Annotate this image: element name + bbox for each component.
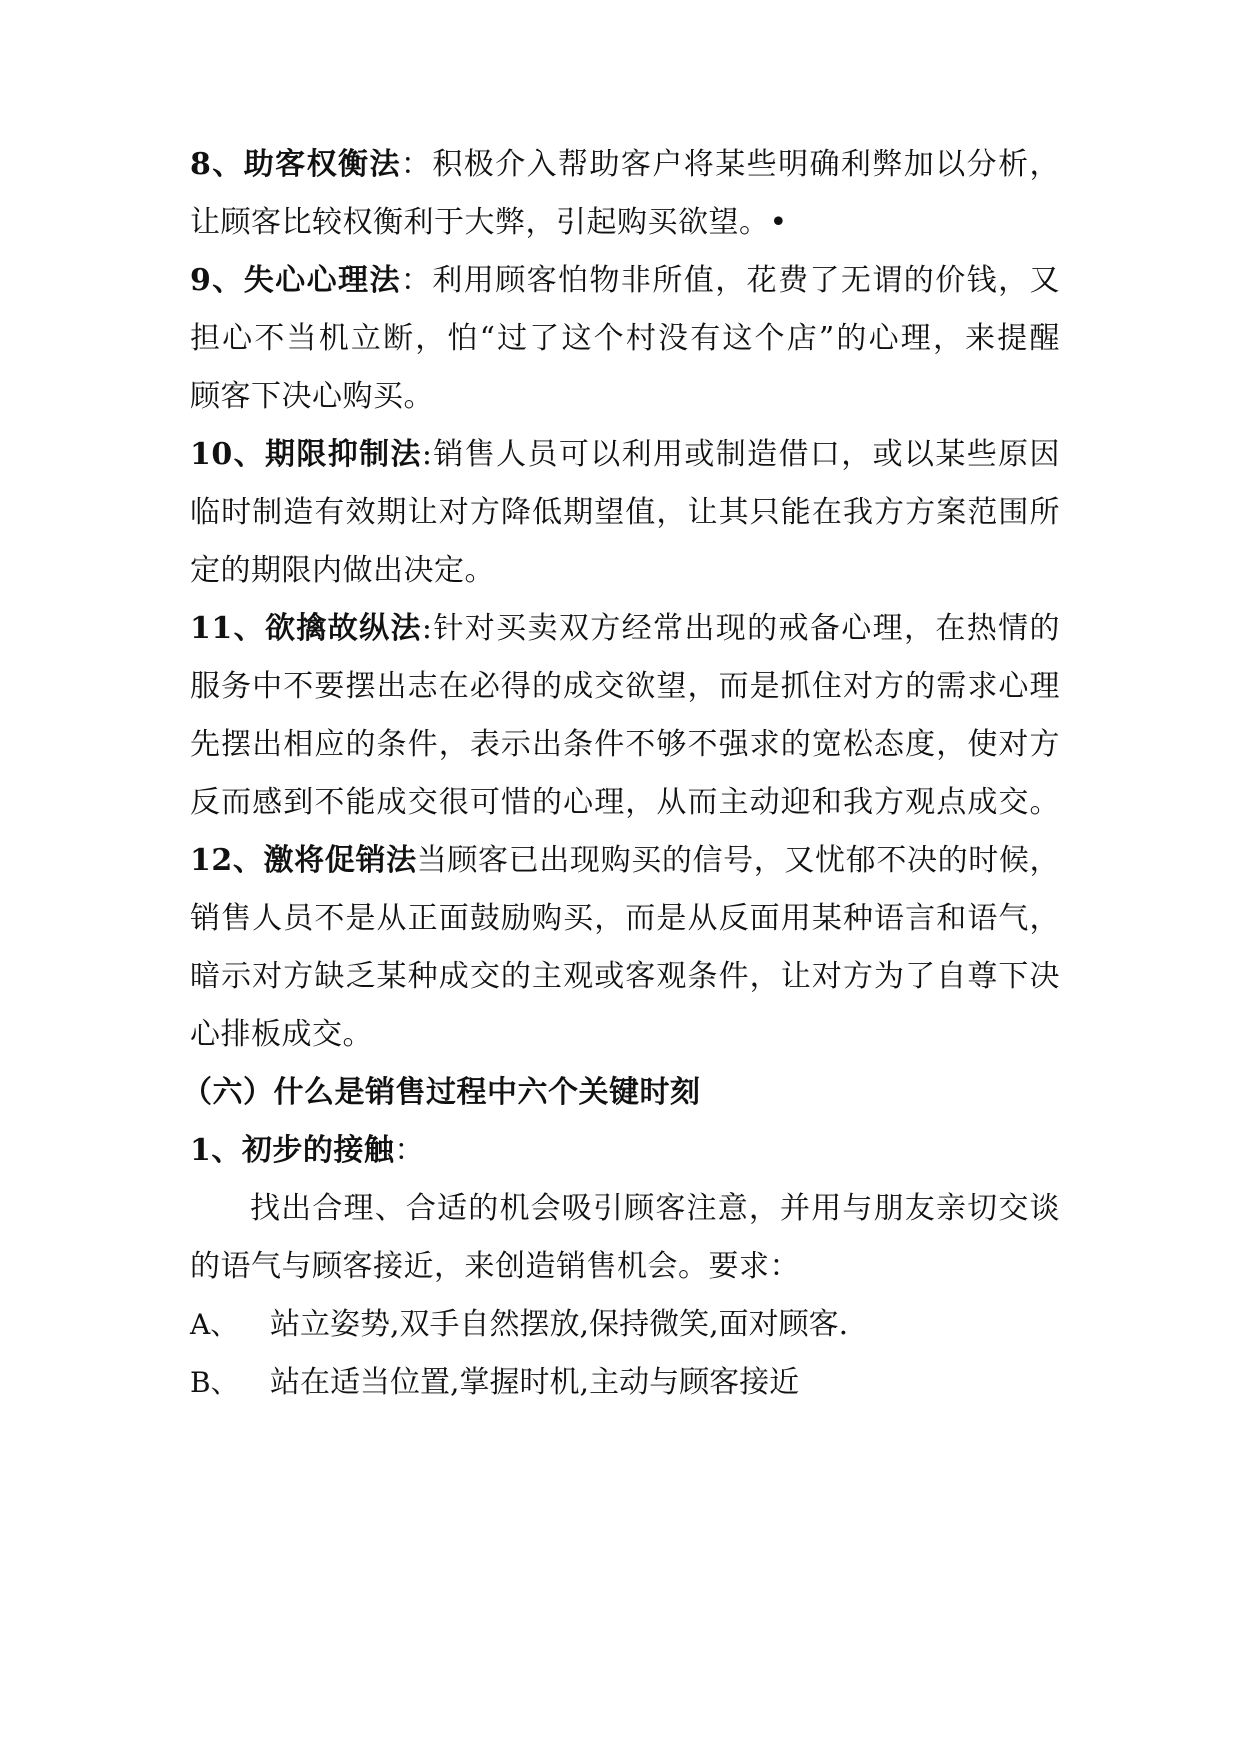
item-10-line-3: 定的期限内做出决定。	[190, 553, 495, 588]
item-8-text-1: 积极介入帮助客户将某些明确利弊加以分析，	[432, 147, 1061, 182]
item-12-line-3: 暗示对方缺乏某种成交的主观或客观条件，让对方为了自尊下决	[190, 959, 1060, 994]
list-item-a-text: 站立姿势,双手自然摆放,保持微笑,面对顾客.	[270, 1307, 849, 1342]
item-12-title: 12、激将促销法	[190, 843, 417, 878]
item-9-sep: ：	[400, 263, 433, 298]
item-11-line-3: 先摆出相应的条件，表示出条件不够不强求的宽松态度，使对方	[190, 727, 1060, 762]
list-item-a-label: A、	[190, 1308, 239, 1341]
list-item-b-label: B、	[190, 1366, 239, 1399]
item-11-sep: :	[421, 611, 433, 646]
paragraph-line-1: 找出合理、合适的机会吸引顾客注意，并用与朋友亲切交谈	[250, 1191, 1060, 1226]
item-10-line-2: 临时制造有效期让对方降低期望值，让其只能在我方方案范围所	[190, 495, 1060, 530]
item-9-line-3: 顾客下决心购买。	[190, 379, 434, 414]
item-11-line-1	[190, 609, 1060, 649]
item-11-line-4: 反而感到不能成交很可惜的心理，从而主动迎和我方观点成交。	[190, 785, 1060, 820]
item-12-line-2: 销售人员不是从正面鼓励购买，而是从反面用某种语言和语气，	[190, 901, 1060, 936]
sub-heading-title: 1、初步的接触	[190, 1133, 395, 1168]
sub-heading	[190, 1131, 1060, 1171]
item-8-line-1	[190, 145, 1060, 185]
item-8-sep: ：	[400, 147, 433, 182]
section-heading: （六）什么是销售过程中六个关键时刻	[182, 1075, 701, 1110]
item-10-sep: :	[421, 437, 433, 472]
item-10-title: 10、期限抑制法	[190, 437, 422, 472]
item-9-line-2: 担心不当机立断，怕“过了这个村没有这个店”的心理，来提醒	[190, 321, 1060, 356]
item-12-text-1: 当顾客已出现购买的信号，又忧郁不决的时候，	[416, 843, 1061, 878]
item-11-title: 11、欲擒故纵法	[190, 611, 422, 646]
item-12-line-1	[190, 841, 1060, 881]
item-11-text-1: 针对买卖双方经常出现的戒备心理，在热情的	[432, 611, 1061, 646]
item-9-line-1	[190, 261, 1060, 301]
item-9-title: 9、失心心理法	[190, 263, 401, 298]
list-item-b-text: 站在适当位置,掌握时机,主动与顾客接近	[270, 1365, 800, 1400]
item-11-line-2: 服务中不要摆出志在必得的成交欲望，而是抓住对方的需求心理	[190, 669, 1060, 704]
item-10-line-1	[190, 435, 1060, 475]
item-8-line-2: 让顾客比较权衡利于大弊，引起购买欲望。•	[190, 205, 788, 240]
item-12-line-4: 心排板成交。	[190, 1017, 373, 1052]
paragraph-line-2: 的语气与顾客接近，来创造销售机会。要求：	[190, 1249, 800, 1284]
item-9-text-1: 利用顾客怕物非所值，花费了无谓的价钱，又	[432, 263, 1061, 298]
item-10-text-1: 销售人员可以利用或制造借口，或以某些原因	[432, 437, 1061, 472]
item-8-title: 8、助客权衡法	[190, 147, 401, 182]
sub-heading-sep: ：	[394, 1133, 425, 1168]
